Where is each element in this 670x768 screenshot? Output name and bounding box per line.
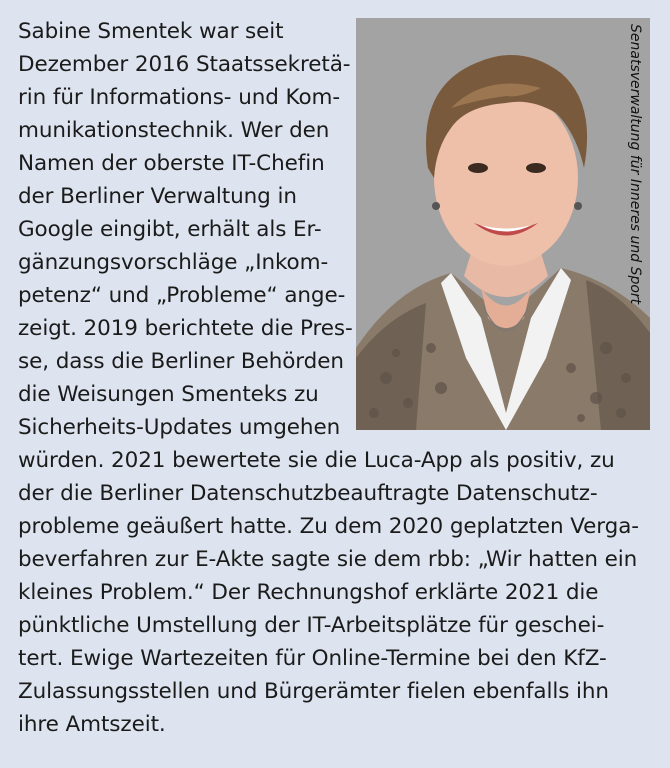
text-line-1: Sabine Smentek war seit <box>18 19 284 44</box>
text-line-9: petenz“ und „Probleme“ ange- <box>18 283 346 308</box>
photo-credit: Senatsverwaltung für Inneres und Sport <box>627 24 643 305</box>
text-line-8: gänzungsvorschläge „Inkom- <box>18 250 329 275</box>
text-line-16: probleme geäußert hatte. Zu dem 2020 geplatzten Verga- <box>18 514 639 539</box>
text-line-14: würden. 2021 bewertete sie die Luca-App als positiv, zu <box>18 448 615 473</box>
text-line-3: rin für Informations- und Kom- <box>18 85 341 110</box>
text-line-5: Namen der oberste IT-Chefin <box>18 151 325 176</box>
text-line-13: Sicherheits-Updates umgehen <box>18 415 341 440</box>
text-line-2: Dezember 2016 Staatssekretä- <box>18 52 351 77</box>
text-line-21: Zulassungsstellen und Bürgerämter fielen ebenfalls ihn <box>18 679 609 704</box>
portrait-illustration <box>356 18 650 430</box>
text-line-19: pünktliche Umstellung der IT-Arbeitsplätze für geschei- <box>18 613 605 638</box>
text-line-17: beverfahren zur E-Akte sagte sie dem rbb: „Wir hatten ein <box>18 547 638 572</box>
text-line-22: ihre Amtszeit. <box>18 712 166 737</box>
text-line-4: munikationstechnik. Wer den <box>18 118 330 143</box>
text-line-6: der Berliner Verwaltung in <box>18 184 297 209</box>
text-line-12: die Weisungen Smenteks zu <box>18 382 319 407</box>
text-line-11: se, dass die Berliner Behörden <box>18 349 344 374</box>
text-line-15: der die Berliner Datenschutzbeauftragte Datenschutz- <box>18 481 598 506</box>
text-line-7: Google eingibt, erhält als Er- <box>18 217 322 242</box>
text-line-20: tert. Ewige Wartezeiten für Online-Termine bei den KfZ- <box>18 646 607 671</box>
text-line-18: kleines Problem.“ Der Rechnungshof erklärte 2021 die <box>18 580 599 605</box>
text-line-10: zeigt. 2019 berichtete die Pres- <box>18 316 353 341</box>
portrait-photo <box>356 18 650 430</box>
